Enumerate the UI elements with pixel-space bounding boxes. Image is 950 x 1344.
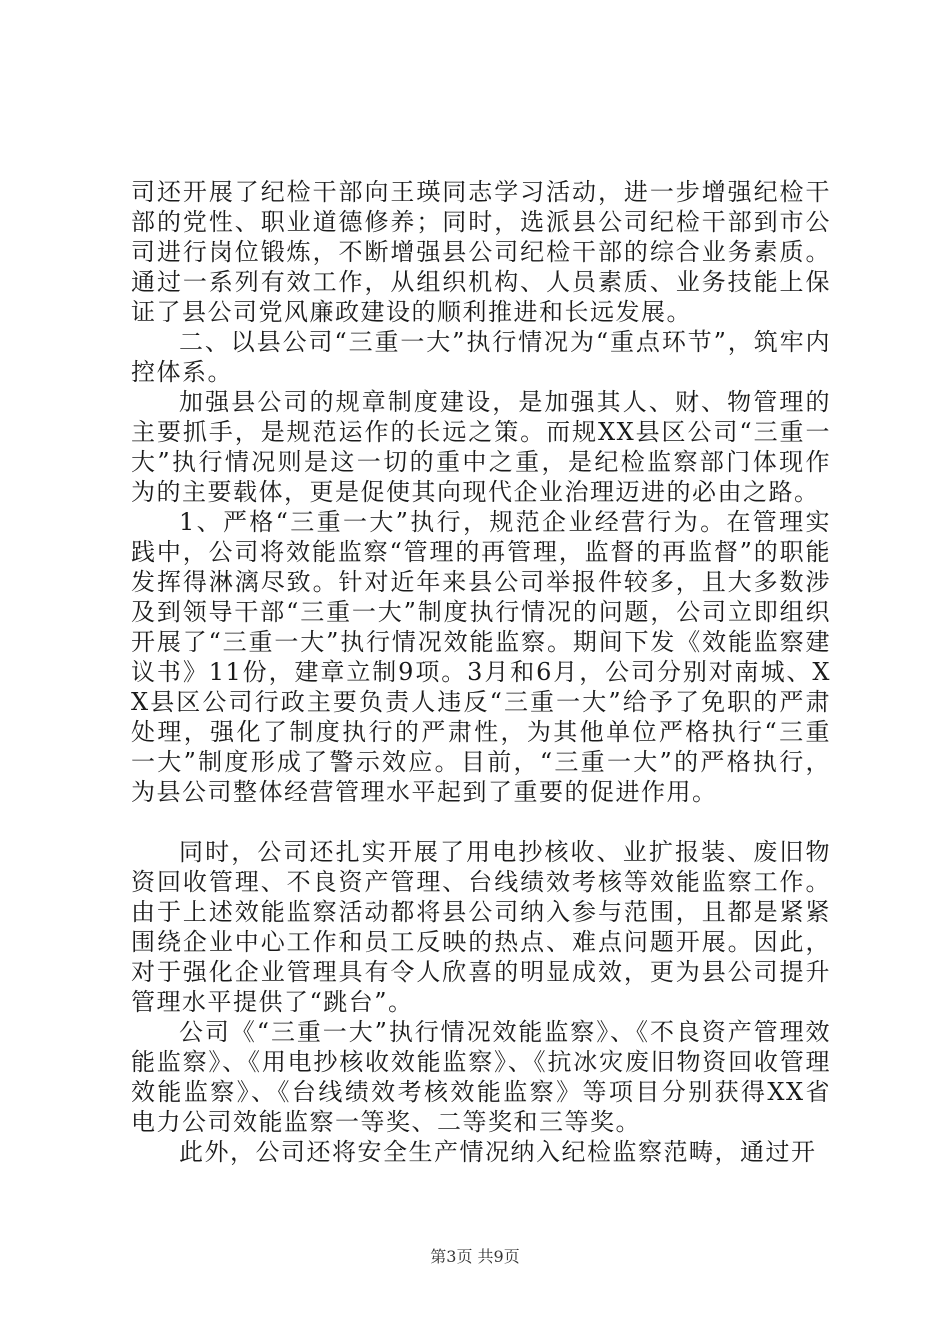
document-body [131, 177, 831, 1167]
paragraph-4: 1、严格“三重一大”执行，规范企业经营行为。在管理实践中，公司将效能监察“管理的再管理，监督的再监督”的职能发挥得淋漓尽致。针对近年来县公司举报件较多，且大多数涉及到领导干部“三重一大”制度执行情况的问题，公司立即组织开展了“三重一大”执行情况效能监察。期间下发《效能监察建议书》11份，建章立制9项。3月和6月，公司分别对南城、XX县区公司行政主要负责人违反“三重一大”给予了免职的严肃处理，强化了制度执行的严肃性，为其他单位严格执行“三重一大”制度形成了警示效应。目前，“三重一大”的严格执行，为县公司整体经营管理水平起到了重要的促进作用。 [131, 508, 831, 806]
paragraph-6: 公司《“三重一大”执行情况效能监察》、《不良资产管理效能监察》、《用电抄核收效能监察》、《抗冰灾废旧物资回收管理效能监察》、《台线绩效考核效能监察》等项目分别获得XX省电力公司效能监察一等奖、二等奖和三等奖。 [131, 1018, 831, 1136]
paragraph-2: 二、以县公司“三重一大”执行情况为“重点环节”，筑牢内控体系。 [131, 328, 831, 386]
paragraph-7: 此外，公司还将安全生产情况纳入纪检监察范畴，通过开 [179, 1138, 817, 1166]
paragraph-1: 司还开展了纪检干部向王瑛同志学习活动，进一步增强纪检干部的党性、职业道德修养；同时，选派县公司纪检干部到市公司进行岗位锻炼，不断增强县公司纪检干部的综合业务素质。通过一系列有效工作，从组织机构、人员素质、业务技能上保证了县公司党风廉政建设的顺利推进和长远发展。 [131, 178, 831, 326]
paragraph-5: 同时，公司还扎实开展了用电抄核收、业扩报装、废旧物资回收管理、不良资产管理、台线绩效考核等效能监察工作。由于上述效能监察活动都将县公司纳入参与范围，且都是紧紧围绕企业中心工作和员工反映的热点、难点问题开展。因此，对于强化企业管理具有令人欣喜的明显成效，更为县公司提升管理水平提供了“跳台”。 [131, 838, 831, 1016]
paragraph-3: 加强县公司的规章制度建设，是加强其人、财、物管理的主要抓手，是规范运作的长远之策。而规XX县区公司“三重一大”执行情况则是这一切的重中之重，是纪检监察部门体现作为的主要载体，更是促使其向现代企业治理迈进的必由之路。 [131, 388, 831, 506]
page-number-footer: 第3页 共9页 [430, 1247, 520, 1266]
